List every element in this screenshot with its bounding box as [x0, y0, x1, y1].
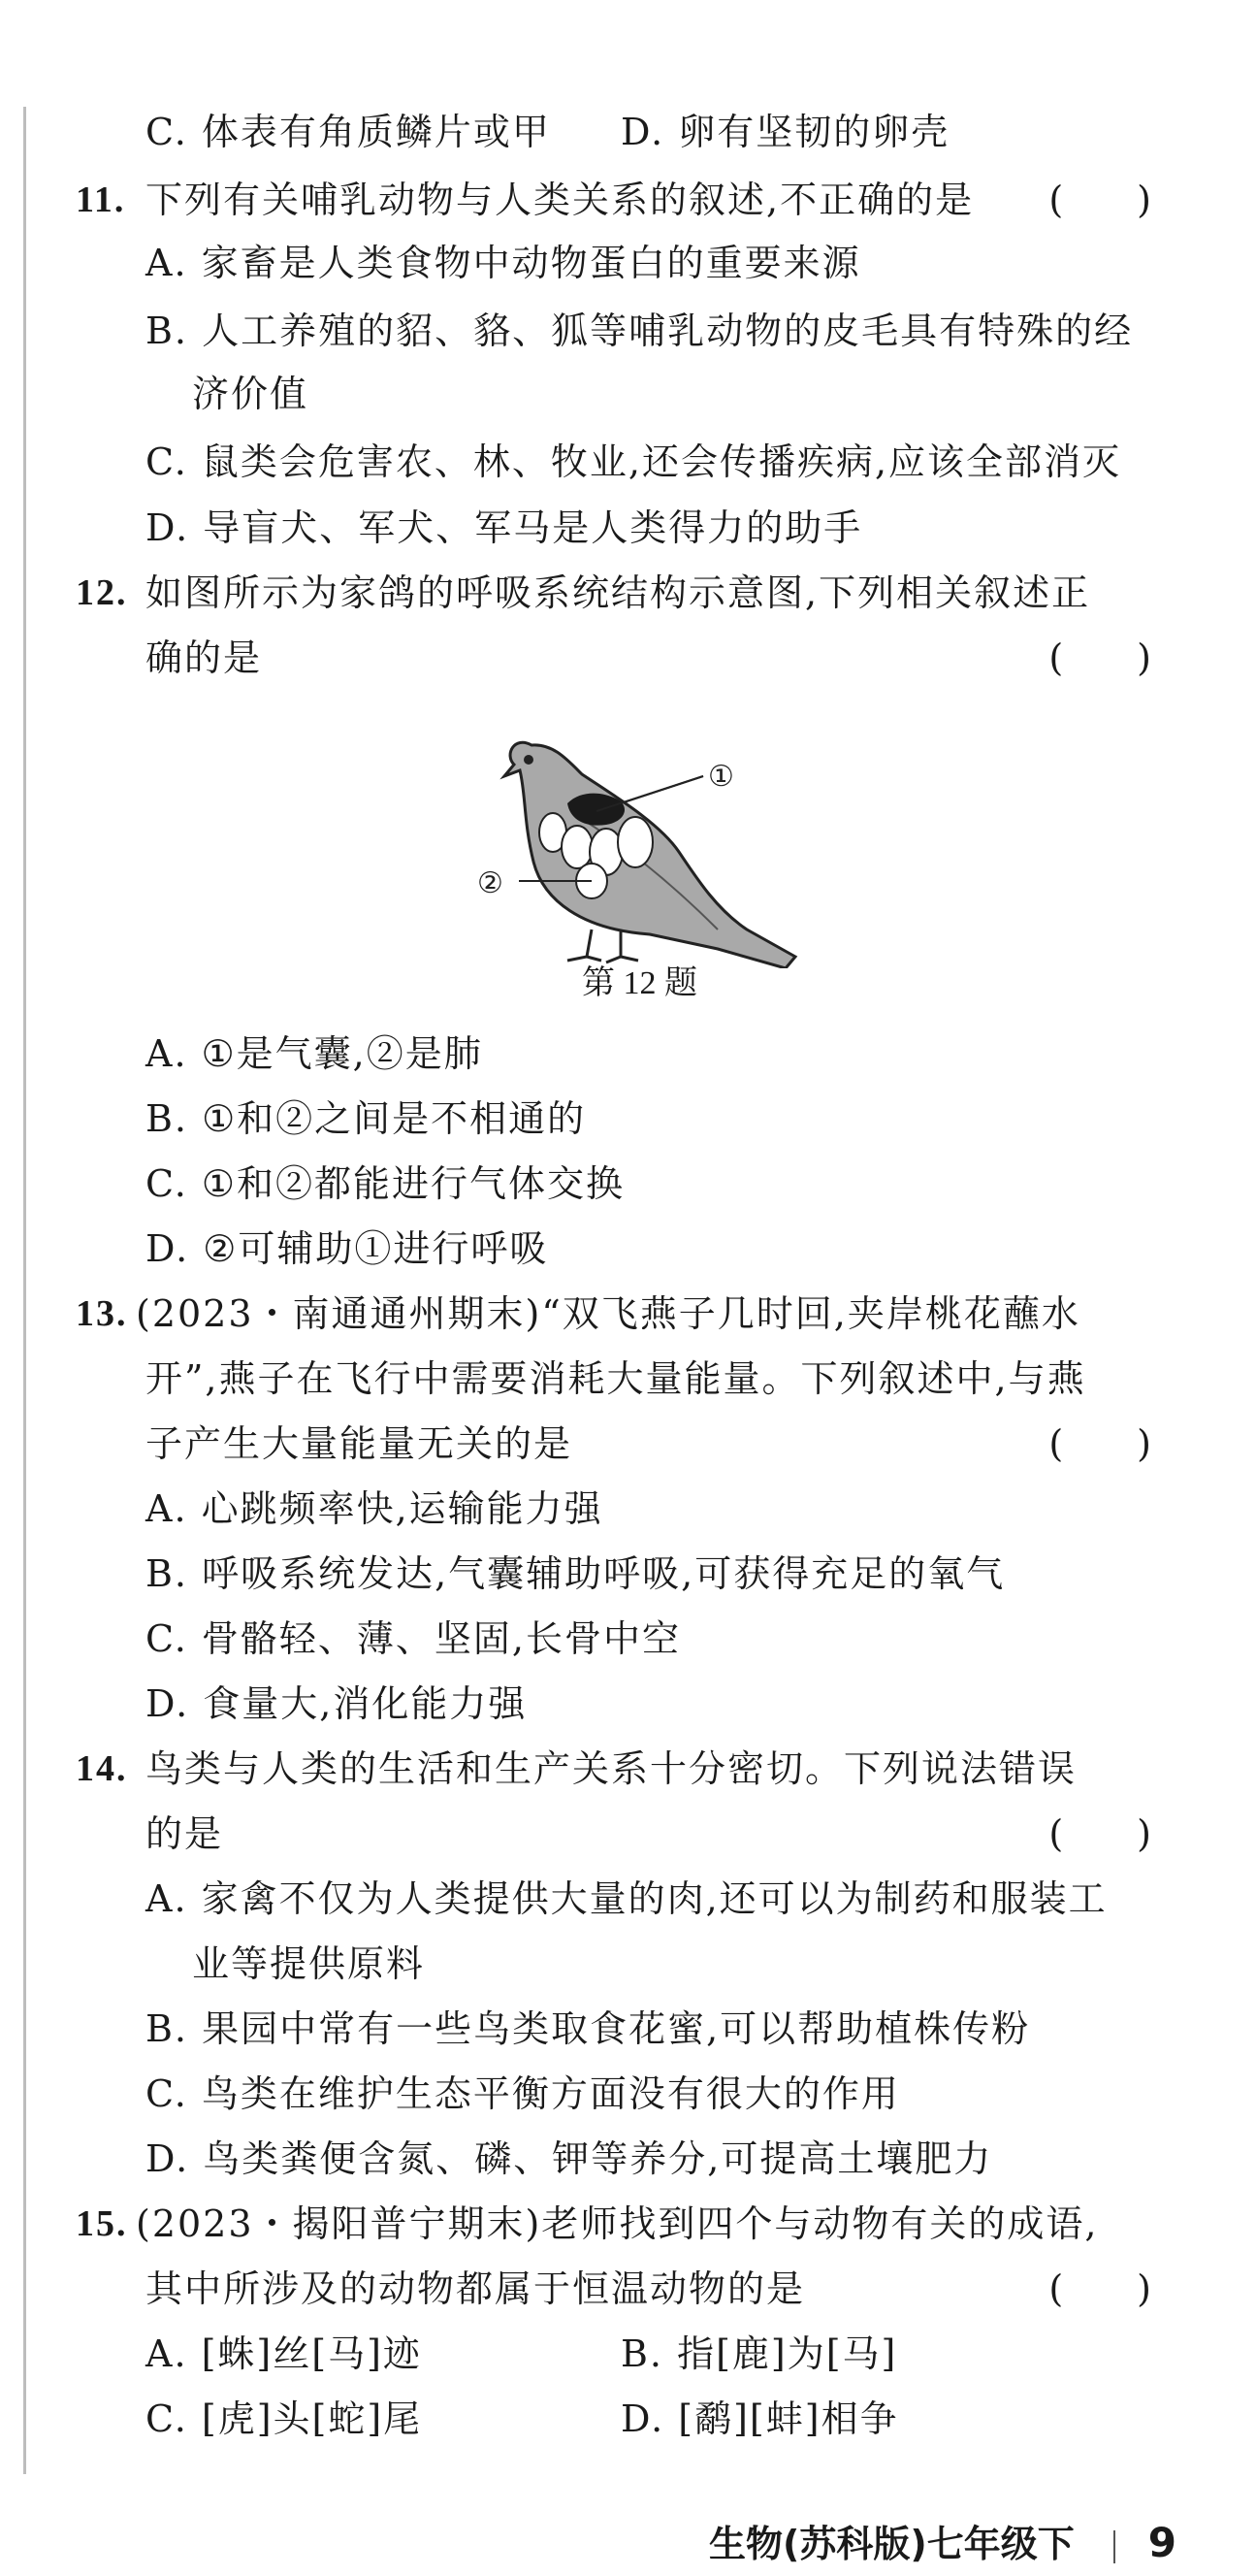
- figure-caption: 第 12 题: [582, 965, 697, 1001]
- book-title: 生物(苏科版)七年级下: [709, 2523, 1075, 2565]
- q13-stem-line3: 子产生大量能量无关的是: [145, 1422, 573, 1465]
- q11-option-c: C. 鼠类会危害农、林、牧业,还会传播疾病,应该全部消灭: [145, 440, 1122, 483]
- q14-stem-line2: 的是: [145, 1812, 224, 1855]
- label-2: ②: [477, 866, 503, 900]
- q13-number: 13.: [76, 1293, 128, 1334]
- q15-answer-blank: ( ): [1048, 2267, 1151, 2310]
- q11-option-d: D. 导盲犬、军犬、军马是人类得力的助手: [145, 506, 863, 549]
- page-footer: [709, 2518, 1176, 2569]
- q12-option-b: B. ①和②之间是不相通的: [145, 1097, 587, 1140]
- q12-option-d: D. ②可辅助①进行呼吸: [145, 1227, 549, 1270]
- q14-option-a-cont: 业等提供原料: [192, 1942, 426, 1985]
- q11-option-b-cont: 济价值: [192, 373, 309, 415]
- q14-option-a: A. 家禽不仅为人类提供大量的肉,还可以为制药和服装工: [145, 1877, 1108, 1920]
- q11-option-b: B. 人工养殖的貂、貉、狐等哺乳动物的皮毛具有特殊的经: [145, 310, 1134, 352]
- q10-option-d: D. 卵有坚韧的卵壳: [621, 111, 950, 153]
- q14-stem-line1: 鸟类与人类的生活和生产关系十分密切。下列说法错误: [145, 1747, 1078, 1790]
- q11-stem: 下列有关哺乳动物与人类关系的叙述,不正确的是: [145, 179, 975, 221]
- q14-option-b: B. 果园中常有一些鸟类取食花蜜,可以帮助植株传粉: [145, 2007, 1031, 2050]
- q14-option-c: C. 鸟类在维护生态平衡方面没有很大的作用: [145, 2072, 900, 2115]
- q13-stem-line2: 开”,燕子在飞行中需要消耗大量能量。下列叙述中,与燕: [145, 1357, 1086, 1400]
- q13-option-a: A. 心跳频率快,运输能力强: [145, 1487, 603, 1530]
- margin-rule: [23, 107, 26, 2474]
- q11-number: 11.: [76, 179, 126, 220]
- pigeon-respiratory-figure: [475, 706, 824, 968]
- q12-option-a: A. ①是气囊,②是肺: [145, 1032, 483, 1075]
- q11-option-a: A. 家畜是人类食物中动物蛋白的重要来源: [145, 242, 861, 284]
- q13-option-d: D. 食量大,消化能力强: [145, 1682, 528, 1725]
- q12-option-c: C. ①和②都能进行气体交换: [145, 1162, 625, 1205]
- q12-answer-blank: ( ): [1048, 636, 1151, 679]
- q13-answer-blank: ( ): [1048, 1422, 1151, 1465]
- q13-option-c: C. 骨骼轻、薄、坚固,长骨中空: [145, 1617, 681, 1660]
- q15-option-c: C. [虎]头[蛇]尾: [145, 2397, 423, 2440]
- footer-divider: [1113, 2530, 1115, 2563]
- q15-option-a: A. [蛛]丝[马]迹: [145, 2332, 422, 2375]
- q13-option-b: B. 呼吸系统发达,气囊辅助呼吸,可获得充足的氧气: [145, 1552, 1006, 1595]
- page-number: 9: [1147, 2519, 1176, 2566]
- q12-stem-line2: 确的是: [145, 636, 263, 679]
- q12-number: 12.: [76, 572, 128, 613]
- q13-stem-line1: (2023・南通通州期末)“双飞燕子几时回,夹岸桃花蘸水: [136, 1292, 1080, 1335]
- q12-stem-line1: 如图所示为家鸽的呼吸系统结构示意图,下列相关叙述正: [145, 571, 1091, 614]
- q15-number: 15.: [76, 2203, 128, 2244]
- q14-answer-blank: ( ): [1048, 1812, 1151, 1855]
- q11-answer-blank: ( ): [1048, 179, 1151, 221]
- q14-number: 14.: [76, 1748, 128, 1789]
- q14-option-d: D. 鸟类粪便含氮、磷、钾等养分,可提高土壤肥力: [145, 2137, 993, 2180]
- label-1: ①: [708, 760, 734, 794]
- q10-option-c: C. 体表有角质鳞片或甲: [145, 111, 551, 153]
- q15-stem-line2: 其中所涉及的动物都属于恒温动物的是: [145, 2267, 806, 2310]
- q15-stem-line1: (2023・揭阳普宁期末)老师找到四个与动物有关的成语,: [136, 2202, 1099, 2245]
- q15-option-d: D. [鹬][蚌]相争: [621, 2397, 899, 2440]
- q15-option-b: B. 指[鹿]为[马]: [621, 2332, 898, 2375]
